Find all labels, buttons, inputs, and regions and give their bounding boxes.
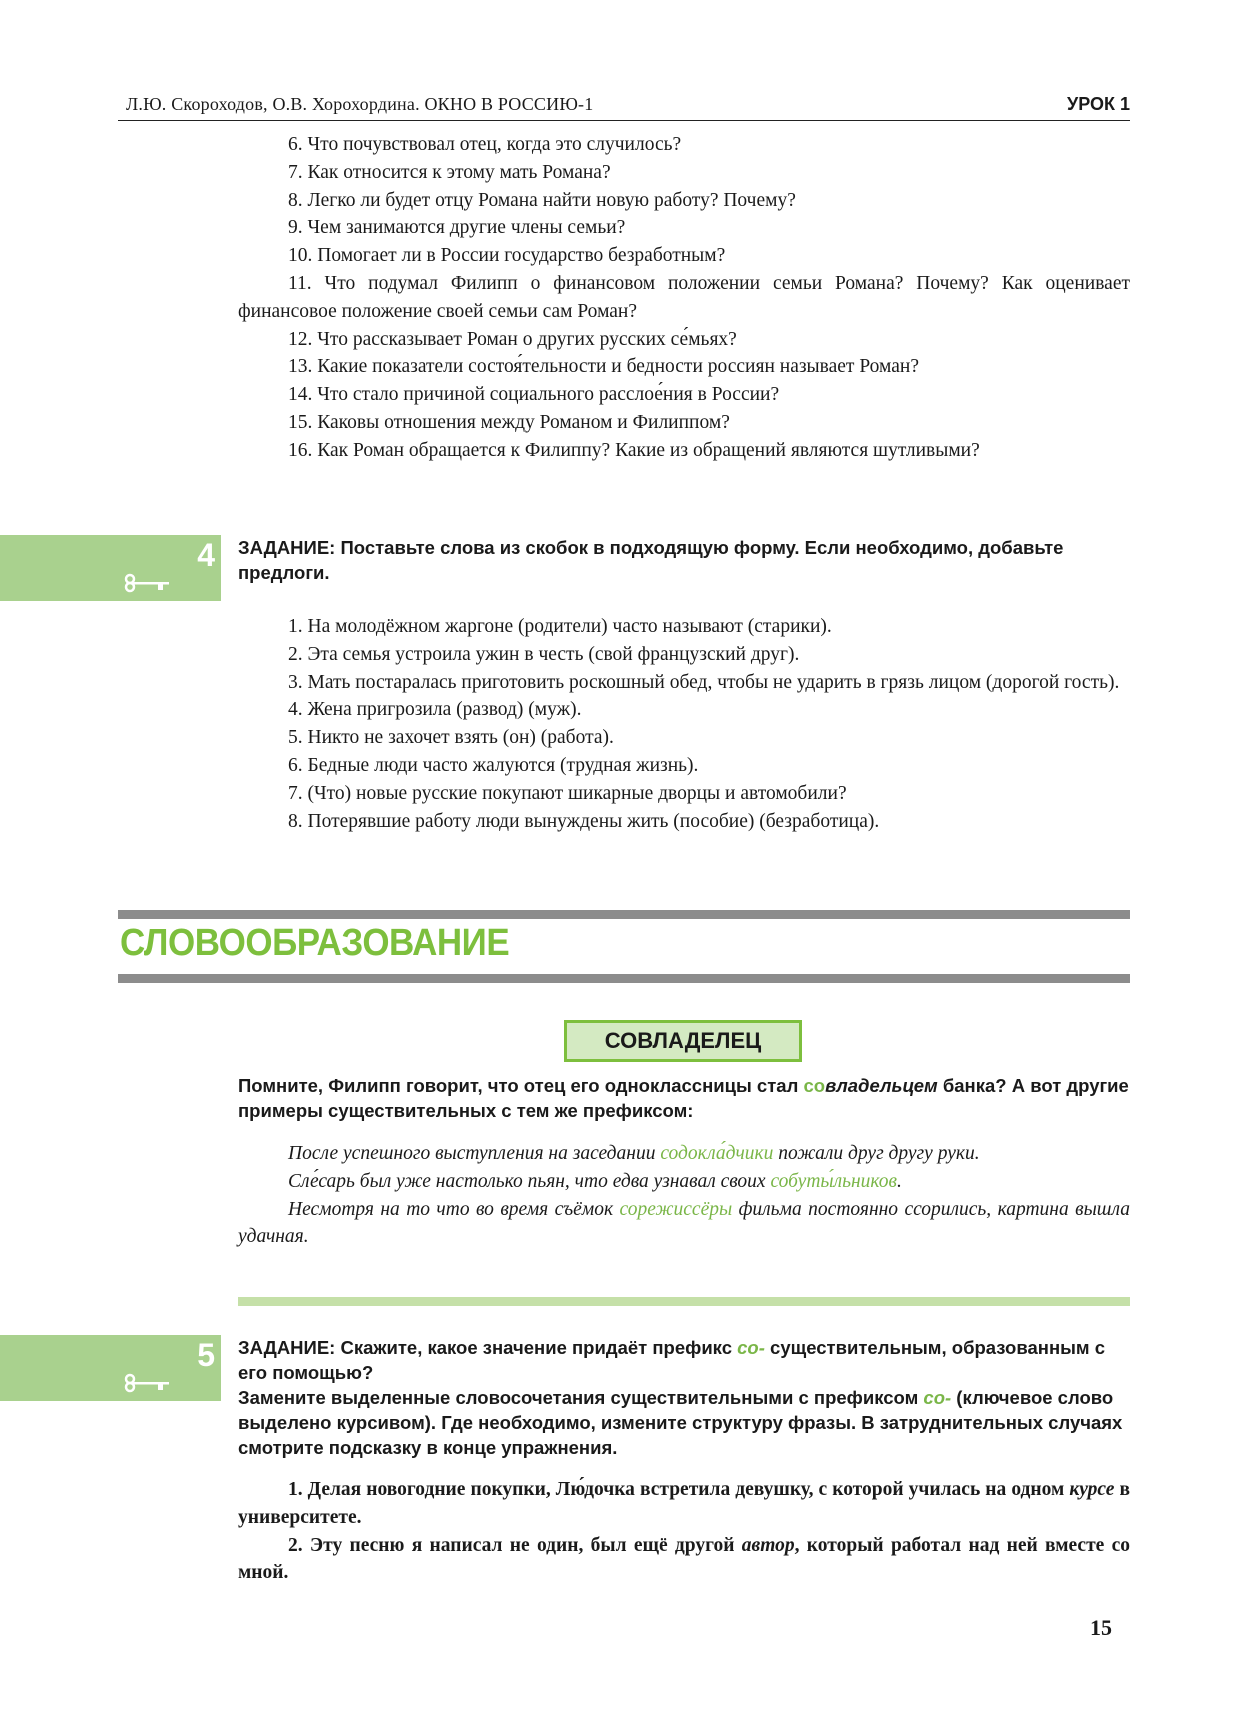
exercise-item: 2. Эту песню я написал не один, был ещё другой автор, который работал над ней вместе со мной. (238, 1534, 1130, 1584)
exercise-item: 6. Бедные люди часто жалуются (трудная жизнь). (288, 754, 699, 776)
example-word: сорежиссёры (619, 1198, 733, 1220)
question-item: 13. Какие показатели состоя́тельности и бедности россиян называет Роман? (288, 356, 920, 378)
example-sentence: Сле́сарь был уже настолько пьян, что едва узнавал своих собуты́льников. (288, 1170, 902, 1192)
prefix-highlight: со- (923, 1387, 952, 1408)
page-number: 15 (1090, 1615, 1112, 1640)
page-header (118, 92, 1130, 121)
example-sentence: После успешного выступления на заседании содокла́дчики пожали друг другу руки. (288, 1143, 980, 1164)
highlighted-word: владельцем (825, 1075, 938, 1096)
example-sentence: Несмотря на то что во время съёмок сорежиссёры фильма постоянно ссорились, картина вышла удачная. (238, 1198, 1131, 1248)
task-number: 5 (197, 1337, 215, 1373)
question-item: 9. Чем занимаются другие члены семьи? (288, 217, 626, 239)
task-4-instruction: ЗАДАНИЕ: Поставьте слова из скобок в подходящую форму. Если необходимо, добавьте предлоги. (238, 537, 1064, 583)
question-item: 12. Что рассказывает Роман о других русских се́мьях? (288, 328, 737, 350)
task-number: 4 (197, 537, 215, 573)
question-item: 7. Как относится к этому мать Романа? (288, 161, 611, 183)
question-item: 6. Что почувствовал отец, когда это случилось? (288, 134, 682, 155)
exercise-item: 5. Никто не захочет взять (он) (работа). (288, 727, 614, 749)
task-4-tab (0, 535, 221, 601)
section-intro: Помните, Филипп говорит, что отец его одноклассницы стал совладельцем банка? А вот другие примеры существительных с тем же префиксом: (238, 1075, 1129, 1121)
question-item: 14. Что стало причиной социального расслое́ния в России? (288, 384, 780, 406)
lesson-label: УРОК 1 (1067, 94, 1130, 114)
examples-list (238, 1140, 1130, 1251)
exercise-item: 1. Делая новогодние покупки, Лю́дочка встретила девушку, с которой училась на одном курсе в университете. (238, 1479, 1130, 1528)
key-icon (124, 1373, 174, 1393)
key-word: автор (741, 1534, 795, 1556)
section-divider-top (118, 910, 1130, 919)
question-item: 8. Легко ли будет отцу Романа найти новую работу? Почему? (288, 189, 796, 211)
examples-divider (238, 1297, 1130, 1306)
keyword-box: СОВЛАДЕЛЕЦ (564, 1020, 802, 1062)
book-title: Л.Ю. Скороходов, О.В. Хорохордина. ОКНО В РОССИЮ-1 (126, 94, 594, 114)
exercise-item: 3. Мать постаралась приготовить роскошный обед, чтобы не ударить в грязь лицом (дорогой гость). (288, 671, 1120, 693)
key-icon (124, 573, 174, 593)
question-item: 15. Каковы отношения между Романом и Филиппом? (288, 411, 730, 433)
exercise-item: 1. На молодёжном жаргоне (родители) часто называют (старики). (288, 616, 832, 637)
section-divider-bottom (118, 974, 1130, 983)
example-word: содокла́дчики (660, 1143, 774, 1164)
questions-list (238, 131, 1130, 465)
task-5-instruction: ЗАДАНИЕ: Скажите, какое значение придаёт префикс со- существительным, образованным с его помощью? Замените выделенные словосочетания существительными с префиксом со- (ключевое слово выделено курсивом). Где необходимо, измените структуру фразы. В затруднительных случаях смотрите подсказку в конце упражнения. (238, 1337, 1123, 1458)
task-4-items (238, 613, 1130, 835)
question-item: 10. Помогает ли в России государство безработным? (288, 245, 726, 267)
exercise-item: 8. Потерявшие работу люди вынуждены жить (пособие) (безработица). (288, 810, 880, 832)
key-word: курсе (1069, 1479, 1115, 1500)
task-5-tab (0, 1335, 221, 1401)
prefix-highlight: со- (737, 1337, 765, 1358)
exercise-item: 4. Жена пригрозила (развод) (муж). (288, 699, 582, 721)
question-item: 16. Как Роман обращается к Филиппу? Какие из обращений являются шутливыми? (288, 439, 980, 461)
question-item: 11. Что подумал Филипп о финансовом положении семьи Романа? Почему? Как оценивает финансовое положение своей семьи сам Роман? (238, 272, 1130, 322)
section-title: СЛОВООБРАЗОВАНИЕ (120, 922, 510, 964)
exercise-item: 2. Эта семья устроила ужин в честь (свой французский друг). (288, 643, 800, 665)
exercise-item: 7. (Что) новые русские покупают шикарные дворцы и автомобили? (288, 782, 847, 804)
task-5-items (238, 1476, 1130, 1587)
prefix-highlight: со (803, 1075, 826, 1096)
example-word: собуты́льников (770, 1170, 898, 1192)
